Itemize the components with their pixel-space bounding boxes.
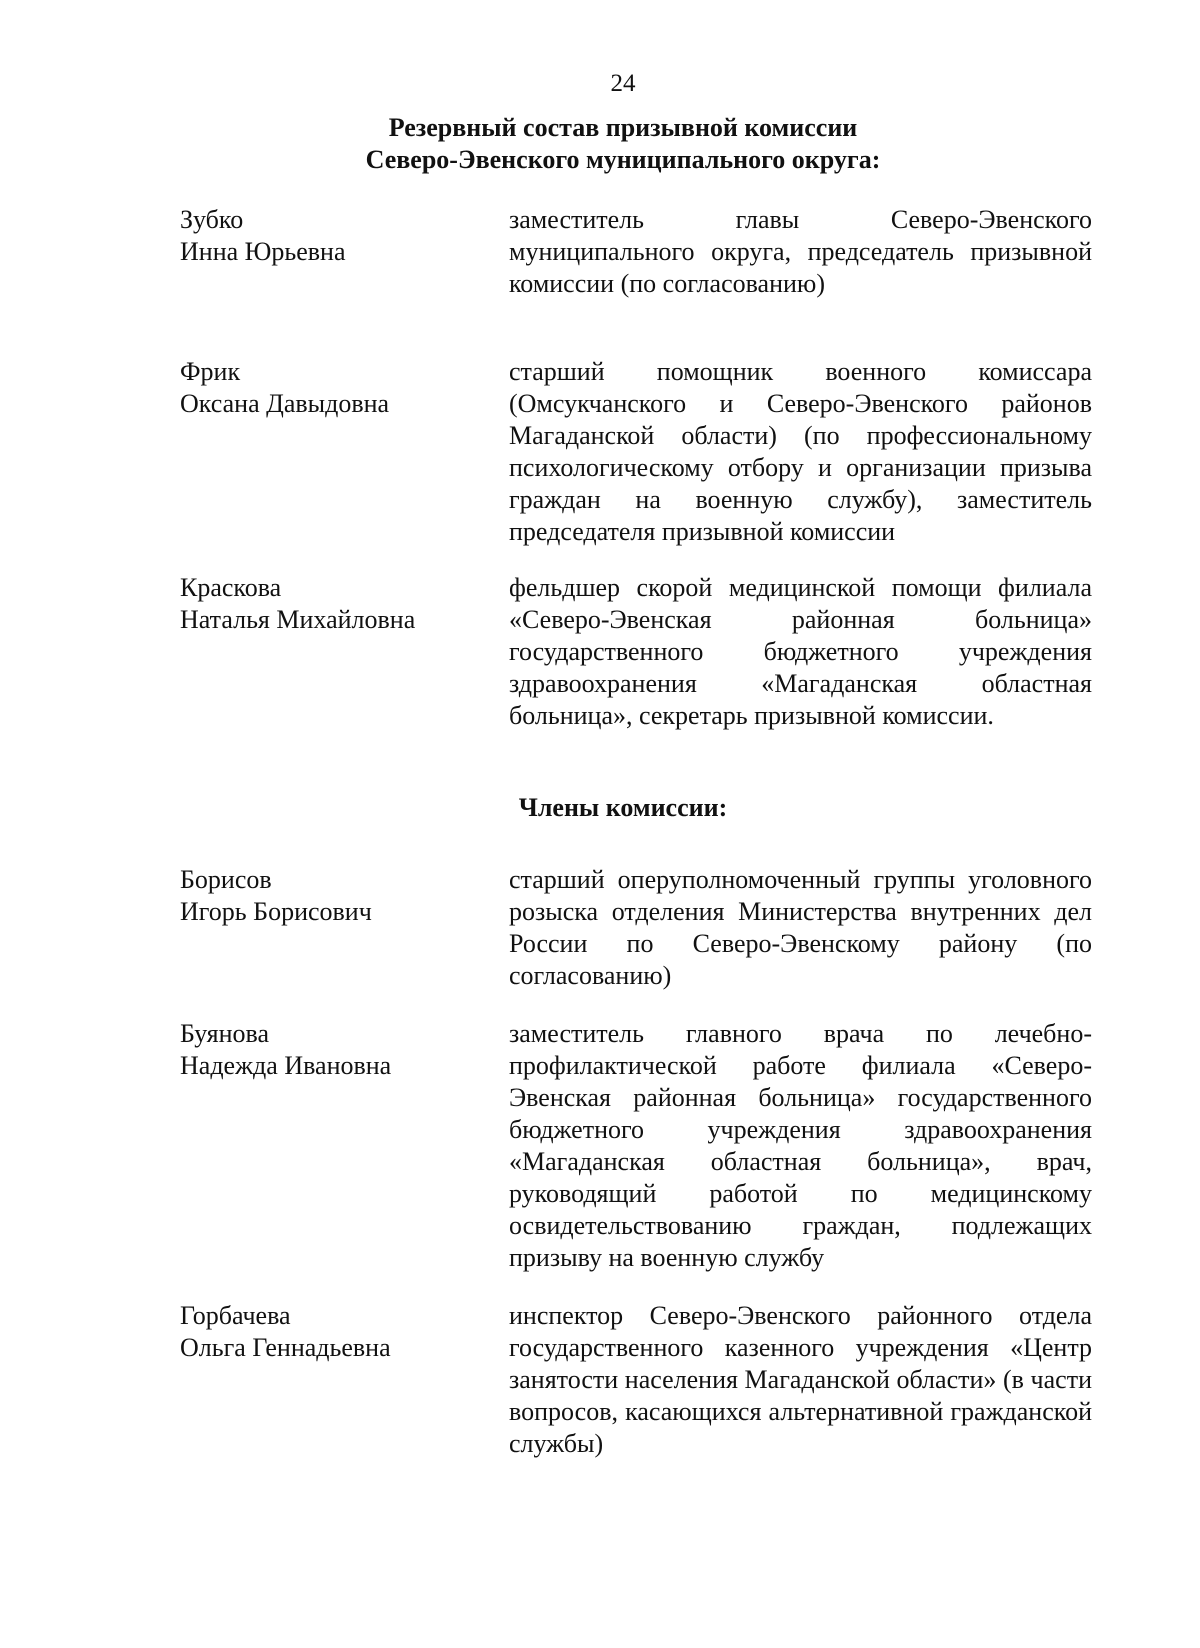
person-surname: Зубко <box>180 205 244 234</box>
reserve-heading <box>0 112 1200 176</box>
person-role: заместитель главы Северо-Эвенского муниципального округа, председатель призывной комиссии (по согласованию) <box>509 205 1092 298</box>
person-surname: Борисов <box>180 865 272 894</box>
person-name <box>180 204 480 268</box>
person-given-name: Ольга Геннадьевна <box>180 1333 391 1362</box>
page-number: 24 <box>610 70 636 97</box>
reserve-heading-line-2: Северо-Эвенского муниципального округа: <box>365 145 881 174</box>
person-role: старший оперуполномоченный группы уголовного розыска отделения Министерства внутренних дел России по Северо-Эвенскому району (по согласованию) <box>509 865 1092 990</box>
person-given-name: Надежда Ивановна <box>180 1051 392 1080</box>
person-name <box>180 356 480 420</box>
person-name <box>180 1300 480 1364</box>
reserve-heading-line-1: Резервный состав призывной комиссии <box>388 113 858 142</box>
person-given-name: Инна Юрьевна <box>180 237 346 266</box>
person-role: инспектор Северо-Эвенского районного отдела государственного казенного учреждения «Центр занятости населения Магаданской области» (в части вопросов, касающихся альтернативной гражданской службы) <box>509 1301 1092 1458</box>
person-name <box>180 864 480 928</box>
members-heading: Члены комиссии: <box>518 793 728 822</box>
person-given-name: Игорь Борисович <box>180 897 372 926</box>
person-surname: Фрик <box>180 357 241 386</box>
person-role: заместитель главного врача по лечебно-профилактической работе филиала «Северо-Эвенская районная больница» государственного бюджетного учреждения здравоохранения «Магаданская областная больница», врач, руководящий работой по медицинскому освидетельствованию граждан, подлежащих призыву на военную службу <box>509 1019 1092 1272</box>
person-surname: Краскова <box>180 573 282 602</box>
person-given-name: Оксана Давыдовна <box>180 389 390 418</box>
person-role: старший помощник военного комиссара (Омсукчанского и Северо-Эвенского районов Магаданской области) (по профессиональному психологическому отбору и организации призыва граждан на военную службу), заместитель председателя призывной комиссии <box>509 357 1092 546</box>
person-surname: Горбачева <box>180 1301 291 1330</box>
person-name <box>180 572 480 636</box>
person-name <box>180 1018 480 1082</box>
person-role: фельдшер скорой медицинской помощи филиала «Северо-Эвенская районная больница» государственного бюджетного учреждения здравоохранения «Магаданская областная больница», секретарь призывной комиссии. <box>509 573 1092 730</box>
person-surname: Буянова <box>180 1019 269 1048</box>
person-given-name: Наталья Михайловна <box>180 605 416 634</box>
